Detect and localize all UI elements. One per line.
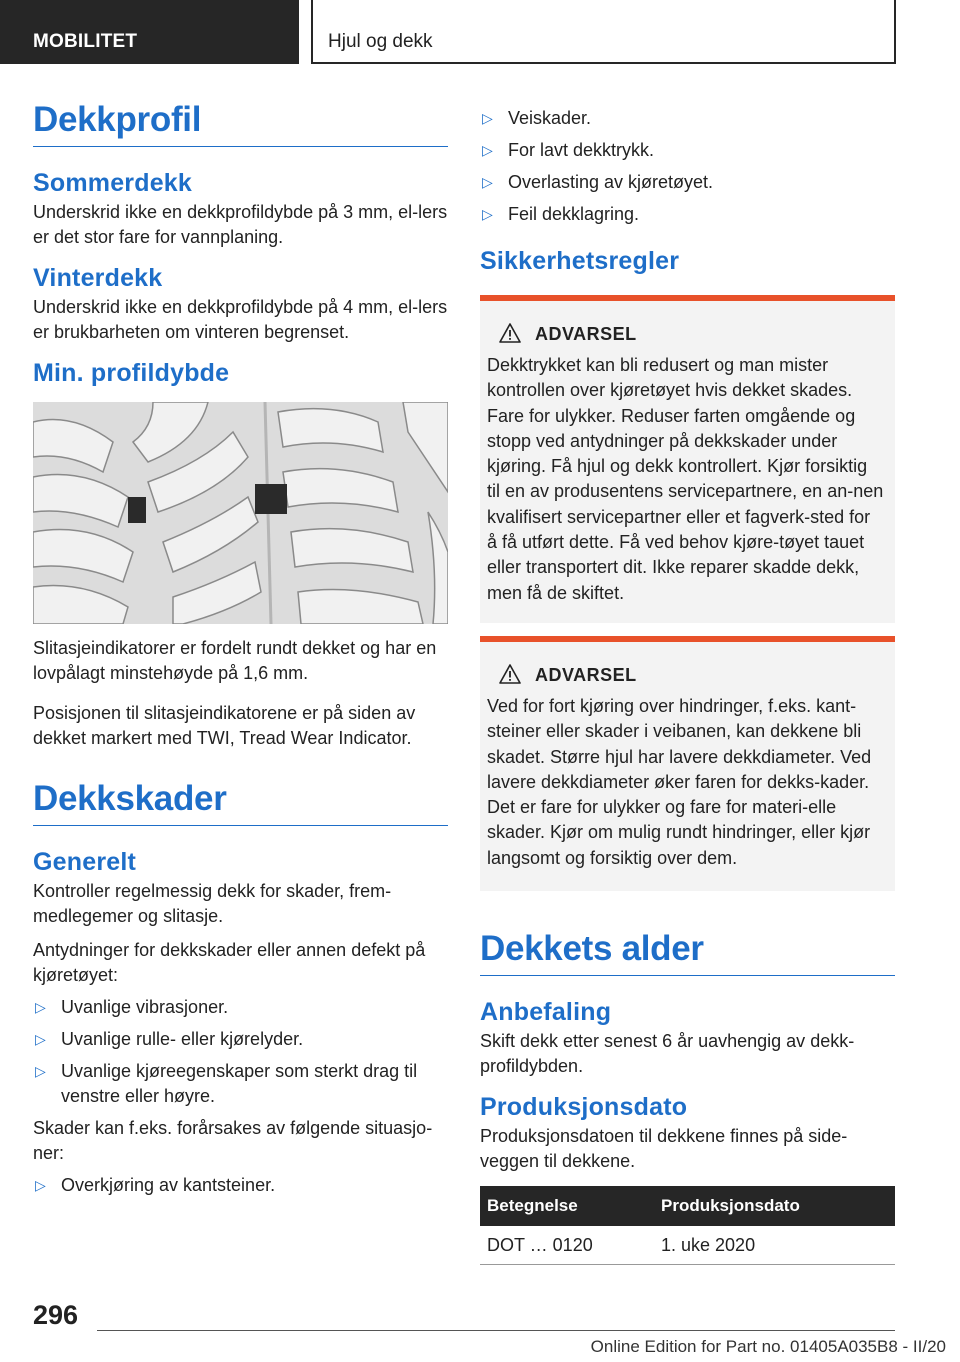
production-text: Produksjonsdatoen til dekkene finnes på side‐veggen til dekkene. xyxy=(480,1126,848,1171)
list-item: ▷ For lavt dekktrykk. xyxy=(480,138,895,163)
list-item: ▷ Uvanlige vibrasjoner. xyxy=(33,995,448,1020)
warning-triangle-icon xyxy=(499,664,521,684)
production-date-table xyxy=(480,1186,895,1265)
list-item: ▷ Feil dekklagring. xyxy=(480,202,895,227)
warning-triangle-icon xyxy=(499,323,521,343)
heading-generelt: Generelt xyxy=(33,848,137,876)
causes-list-right xyxy=(480,106,895,227)
triangle-right-icon: ▷ xyxy=(35,1063,46,1079)
indicator-text: Slitasjeindikatorer er fordelt rundt dekket og har en lovpålagt minstehøyde på 1,6 mm. xyxy=(33,638,437,683)
table-row xyxy=(480,1226,895,1265)
page-number: 296 xyxy=(33,1300,79,1330)
table-cell: DOT … 0120 xyxy=(480,1226,654,1265)
footer-edition[interactable]: Online Edition for Part no. 01405A035B8 - II/20 xyxy=(590,1337,946,1356)
heading-min-profildybde: Min. profildybde xyxy=(33,359,230,387)
chapter-tab[interactable]: Hjul og dekk xyxy=(311,0,896,64)
page-header xyxy=(0,0,960,64)
warning-box-2 xyxy=(480,636,895,891)
table-header-row xyxy=(480,1186,895,1226)
heading-sommerdekk: Sommerdekk xyxy=(33,169,193,197)
warning-header: ADVARSEL xyxy=(487,664,885,686)
position-text: Posisjonen til slitasjeindikatorene er på siden av dekket markert med TWI, Tread Wear Indicator. xyxy=(33,703,416,748)
triangle-right-icon: ▷ xyxy=(482,206,493,222)
triangle-right-icon: ▷ xyxy=(482,110,493,126)
general-text: Kontroller regelmessig dekk for skader, frem‐medlegemer og slitasje. xyxy=(33,881,392,926)
tire-tread-image xyxy=(33,402,448,624)
heading-dekkskader: Dekkskader xyxy=(33,779,448,826)
recommendation-text: Skift dekk etter senest 6 år uavhengig av dekk‐profildybden. xyxy=(480,1031,855,1076)
right-column xyxy=(480,100,895,1265)
list-item: ▷ Veiskader. xyxy=(480,106,895,131)
signs-intro: Antydninger for dekkskader eller annen defekt på kjøretøyet: xyxy=(33,940,426,985)
signs-list xyxy=(33,995,448,1109)
column-header: Betegnelse xyxy=(480,1186,654,1226)
warning-header: ADVARSEL xyxy=(487,323,885,345)
list-item: ▷ Overlasting av kjøretøyet. xyxy=(480,170,895,195)
heading-vinterdekk: Vinterdekk xyxy=(33,264,163,292)
triangle-right-icon: ▷ xyxy=(35,999,46,1015)
warning-text: Dekktrykket kan bli redusert og man mister kontrollen over kjøretøyet hvis dekket skades. Fare for ulykker. Reduser farten omgående og stopp ved antydninger på dekkskader under kjøring. Få hjul og dekk kontrollert. Kjør forsiktig til en av produsentens servicepartnere, en an‐nen kvalifisert servicepartner eller et fagverk‐sted for å få utført dette. Få ved behov kjøre‐tøyet tauet eller transportert dit. Ikke reparer skadde dekk, men få de skiftet. xyxy=(487,355,884,603)
section-tab[interactable]: MOBILITET xyxy=(0,0,299,64)
heading-produksjonsdato: Produksjonsdato xyxy=(480,1093,688,1121)
column-header: Produksjonsdato xyxy=(654,1186,895,1226)
heading-anbefaling: Anbefaling xyxy=(480,998,612,1026)
heading-sikkerhetsregler: Sikkerhetsregler xyxy=(480,247,680,275)
triangle-right-icon: ▷ xyxy=(35,1177,46,1193)
warning-box-1 xyxy=(480,295,895,623)
triangle-right-icon: ▷ xyxy=(482,174,493,190)
left-column xyxy=(33,100,448,1198)
list-item: ▷ Uvanlige rulle- eller kjørelyder. xyxy=(33,1027,448,1052)
footer-divider xyxy=(97,1330,895,1331)
triangle-right-icon: ▷ xyxy=(35,1031,46,1047)
warning-text: Ved for fort kjøring over hindringer, f.eks. kant‐steiner eller skader i veibanen, kan dekkene bli skadet. Større hjul har lavere dekkdiameter. Ved lavere dekkdiameter øker faren for dekks‐kader. Det er fare for ulykker og fare for materi‐elle skader. Kjør om mulig rundt hindringer, eller kjør langsomt og forsiktig over dem. xyxy=(487,696,872,868)
summer-text: Underskrid ikke en dekkprofildybde på 3 mm, el‐lers er det stor fare for vannplaning. xyxy=(33,202,448,247)
list-item: ▷ Uvanlige kjøreegenskaper som sterkt drag til venstre eller høyre. xyxy=(35,1061,418,1106)
winter-text: Underskrid ikke en dekkprofildybde på 4 mm, el‐lers er brukbarheten om vinteren begrenset. xyxy=(33,297,448,342)
causes-intro: Skader kan f.eks. forårsakes av følgende situasjo‐ner: xyxy=(33,1118,433,1163)
table-cell: 1. uke 2020 xyxy=(654,1226,895,1265)
list-item: ▷ Overkjøring av kantsteiner. xyxy=(33,1173,448,1198)
heading-dekkprofil: Dekkprofil xyxy=(33,100,448,147)
heading-dekkets-alder: Dekkets alder xyxy=(480,929,895,976)
triangle-right-icon: ▷ xyxy=(482,142,493,158)
causes-list-left xyxy=(33,1173,448,1198)
